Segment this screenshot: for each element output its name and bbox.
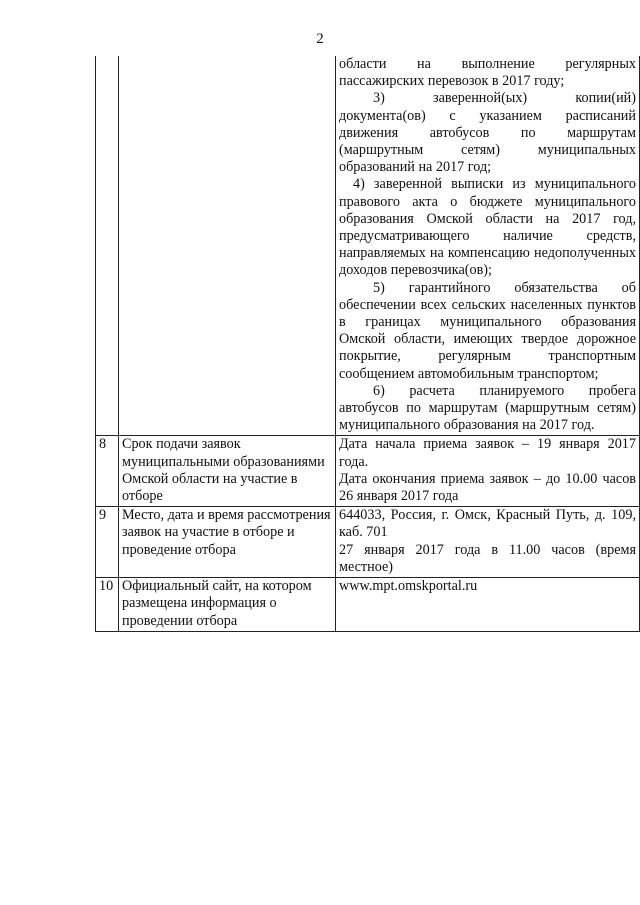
row-value-cell [336, 578, 640, 632]
selection-info-table [95, 56, 640, 632]
row-value: Дата начала приема заявок – 19 января 2017 года. [339, 436, 636, 470]
row-value: Дата окончания приема заявок – до 10.00 часов 26 января 2017 года [339, 470, 636, 505]
row-value: 644033, Россия, г. Омск, Красный Путь, д. 109, каб. 701 [339, 507, 636, 541]
row-name: Официальный сайт, на котором размещена информация о проведении отбора [119, 578, 336, 632]
website-link[interactable]: www.mpt.omskportal.ru [339, 578, 478, 595]
documents-list-item: области на выполнение регулярных пассажирских перевозок в 2017 году; [339, 56, 636, 90]
table-row [96, 56, 640, 436]
documents-list-item: 3) заверенной(ых) копии(ий) документа(ов) с указанием расписаний движения автобусов по маршрутам (маршрутным сетям) муниципальных образований на 2017 год; [339, 90, 636, 176]
row-name: Срок подачи заявок муниципальными образованиями Омской области на участие в отборе [119, 436, 336, 507]
documents-list-cell [336, 56, 640, 436]
row-number-cell [96, 56, 119, 436]
row-name: Место, дата и время рассмотрения заявок на участие в отборе и проведение отбора [119, 507, 336, 578]
documents-list-item: 6) расчета планируемого пробега автобусов по маршрутам (маршрутным сетям) муниципального образования на 2017 год. [339, 382, 636, 434]
documents-list-item: 5) гарантийного обязательства об обеспечении всех сельских населенных пунктов в границах муниципального образования Омской области, имеющих твердое дорожное покрытие, регулярным транспортным сообщением автомобильным транспортом; [339, 279, 636, 382]
row-value-cell [336, 507, 640, 578]
page-number: 2 [316, 31, 324, 47]
row-value-cell [336, 436, 640, 507]
row-value: 27 января 2017 года в 11.00 часов (время местное) [339, 541, 636, 575]
table-row [96, 436, 640, 507]
row-number: 8 [96, 436, 119, 507]
row-number: 9 [96, 507, 119, 578]
row-number: 10 [96, 578, 119, 632]
table-row [96, 507, 640, 578]
row-name-cell [119, 56, 336, 436]
table-row [96, 578, 640, 632]
documents-list-item: 4) заверенной выписки из муниципального правового акта о бюджете муниципального образования Омской области на 2017 год, предусматривающего наличие средств, направляемых на компенсацию недополученных доходов перевозчика(ов); [339, 176, 636, 279]
